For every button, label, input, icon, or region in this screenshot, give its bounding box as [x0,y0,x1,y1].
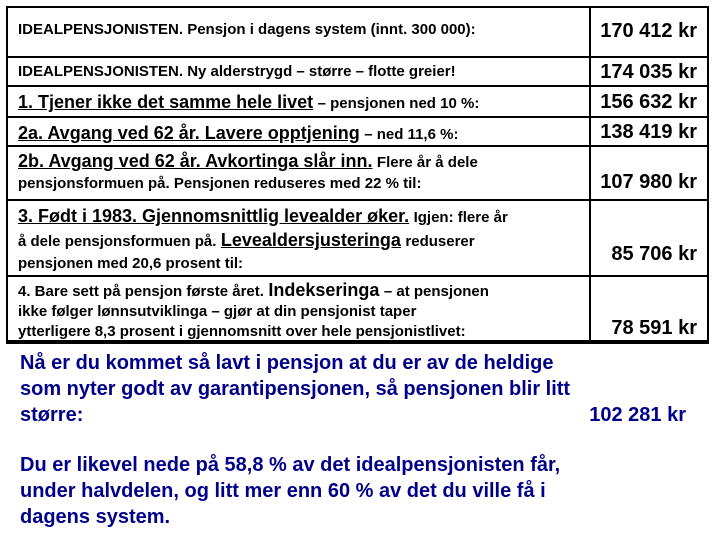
garantipensjon-paragraph [20,350,706,428]
row-label-part: Levealdersjusteringa [220,230,401,250]
row-label [18,123,584,144]
row-label [18,92,584,113]
row-label-part: – ned 11,6 %: [364,126,459,143]
row-amount: 78 591 kr [611,317,697,339]
row-amount: 107 980 kr [600,171,697,193]
paragraph-line: som nyter godt av garantipensjonen, så pensjonen blir litt [20,378,571,400]
table-row [8,8,707,58]
paragraph-line: under halvdelen, og litt mer enn 60 % av det du ville få i [20,480,546,502]
row-label [18,151,584,194]
summary-paragraph [20,452,706,530]
row-amount: 138 419 kr [600,121,697,143]
row-label-part: – at pensjonen [383,283,489,300]
row-label-part: pensjonsformuen på. Pensjonen reduseres med 22 % til: [18,175,422,192]
paragraph-line-left: større: [20,404,84,426]
paragraph-line: dagens system. [20,506,171,528]
row-label-part: Igjen: flere år [413,209,508,226]
row-label-part: Flere år å dele [376,154,478,171]
row-label-part: 2a. Avgang ved 62 år. Lavere opptjening [18,123,360,143]
row-amount: 174 035 kr [600,61,697,83]
table-row [8,277,707,342]
row-label-part: å dele pensjonsformuen på. [18,233,217,250]
row-label-part: IDEALPENSJONISTEN. [18,63,184,80]
row-label-part: – pensjonen ned 10 %: [317,95,480,112]
row-label-part: ytterligere 8,3 prosent i gjennomsnitt over hele pensjonistlivet: [18,323,466,340]
pension-table [6,6,709,344]
table-row [8,201,707,277]
paragraph-line: Du er likevel nede på 58,8 % av det idealpensjonisten får, [20,454,561,476]
row-label-part: ikke følger lønnsutviklinga – gjør at din pensjonist taper [18,303,417,320]
row-label-part: Indekseringa [268,280,380,300]
row-label [18,21,584,38]
garantipensjon-amount: 102 281 kr [589,404,686,426]
row-label-part: 2b. Avgang ved 62 år. Avkortinga slår inn. [18,151,373,171]
table-row [8,147,707,201]
row-label [18,205,584,275]
row-label-part: Ny alderstrygd – større – flotte greier! [187,63,456,80]
row-label [18,63,584,80]
row-amount: 170 412 kr [600,20,697,42]
table-row [8,58,707,87]
row-label-part: Pensjon i dagens system (innt. 300 000): [187,21,476,38]
row-label-part: 3. Født i 1983. Gjennomsnittlig levealder øker. [18,206,410,226]
paragraph-line [20,402,706,428]
row-label-part: IDEALPENSJONISTEN. [18,21,184,38]
row-amount: 156 632 kr [600,91,697,113]
row-label-part: pensjonen med 20,6 prosent til: [18,255,244,272]
paragraph-line: Nå er du kommet så lavt i pensjon at du er av de heldige [20,352,554,374]
row-label [18,280,584,342]
row-label-part: reduserer [405,233,475,250]
column-divider [589,8,591,342]
row-amount: 85 706 kr [611,243,697,265]
table-row [8,118,707,147]
table-row [8,87,707,118]
row-label-part: 1. Tjener ikke det samme hele livet [18,92,314,112]
row-label-part: 4. Bare sett på pensjon første året. [18,283,264,300]
